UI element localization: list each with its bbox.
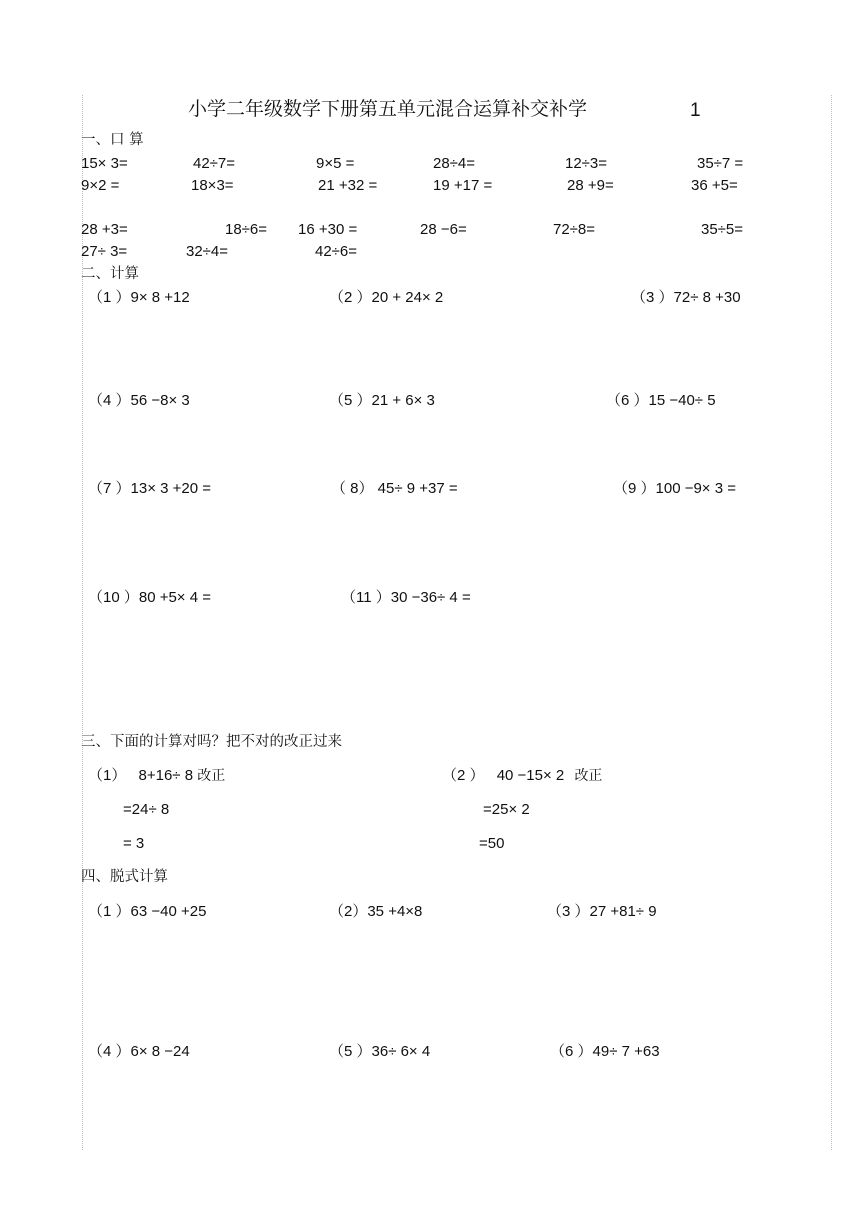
page-title: 小学二年级数学下册第五单元混合运算补交补学 bbox=[188, 98, 588, 120]
check-expression: 40 −15× 2 bbox=[496, 767, 565, 784]
oral-item: 28÷4= bbox=[433, 155, 476, 172]
check-expression: 8+16÷ 8 bbox=[138, 767, 194, 784]
stepwise-item: （5 ）36÷ 6× 4 bbox=[329, 1043, 431, 1060]
calc-item: （3 ）72÷ 8 +30 bbox=[631, 289, 741, 306]
section4-heading: 四、脱式计算 bbox=[81, 869, 168, 885]
section2-heading: 二、计算 bbox=[81, 266, 139, 282]
oral-item: 21 +32 = bbox=[318, 177, 378, 194]
section3-heading: 三、下面的计算对吗？把不对的改正过来 bbox=[81, 734, 342, 750]
oral-item: 42÷6= bbox=[315, 243, 358, 260]
check-step: =24÷ 8 bbox=[123, 801, 170, 818]
check-step: =25× 2 bbox=[483, 801, 530, 818]
oral-item: 72÷8= bbox=[553, 221, 596, 238]
stepwise-item: （6 ）49÷ 7 +63 bbox=[550, 1043, 660, 1060]
stepwise-item: （1 ）63 −40 +25 bbox=[88, 903, 207, 920]
calc-item: （10 ）80 +5× 4 = bbox=[88, 589, 212, 606]
calc-item: （ 8） 45÷ 9 +37 = bbox=[331, 480, 458, 497]
page-number: 1 bbox=[690, 100, 701, 121]
oral-item: 28 +3= bbox=[81, 221, 128, 238]
oral-item: 42÷7= bbox=[193, 155, 236, 172]
oral-item: 9×5 = bbox=[316, 155, 355, 172]
oral-item: 32÷4= bbox=[186, 243, 229, 260]
stepwise-item: （2）35 +4×8 bbox=[329, 903, 423, 920]
check-step: =50 bbox=[479, 835, 505, 852]
oral-item: 35÷7 = bbox=[697, 155, 744, 172]
oral-item: 19 +17 = bbox=[433, 177, 493, 194]
stepwise-item: （3 ）27 +81÷ 9 bbox=[547, 903, 657, 920]
oral-item: 35÷5= bbox=[701, 221, 744, 238]
calc-item: （1 ）9× 8 +12 bbox=[88, 289, 190, 306]
oral-item: 27÷ 3= bbox=[81, 243, 128, 260]
calc-item: （5 ）21 + 6× 3 bbox=[329, 392, 435, 409]
oral-item: 36 +5= bbox=[691, 177, 738, 194]
fix-label: 改正 bbox=[574, 768, 603, 784]
right-margin-line bbox=[831, 95, 832, 1150]
calc-item: （11 ）30 −36÷ 4 = bbox=[341, 589, 471, 606]
oral-item: 28 +9= bbox=[567, 177, 614, 194]
oral-item: 9×2 = bbox=[81, 177, 120, 194]
oral-item: 28 −6= bbox=[420, 221, 467, 238]
section1-heading: 一、口 算 bbox=[81, 132, 144, 148]
oral-item: 18×3= bbox=[191, 177, 234, 194]
stepwise-item: （4 ）6× 8 −24 bbox=[88, 1043, 190, 1060]
check-label: （2 ） bbox=[442, 767, 485, 784]
oral-item: 16 +30 = bbox=[298, 221, 358, 238]
check-item-1 bbox=[88, 767, 225, 785]
calc-item: （2 ）20 + 24× 2 bbox=[329, 289, 444, 306]
fix-label: 改正 bbox=[197, 768, 226, 784]
check-step: = 3 bbox=[123, 835, 145, 852]
oral-item: 18÷6= bbox=[225, 221, 268, 238]
oral-item: 12÷3= bbox=[565, 155, 608, 172]
check-label: （1） bbox=[88, 767, 127, 784]
calc-item: （4 ）56 −8× 3 bbox=[88, 392, 190, 409]
calc-item: （7 ）13× 3 +20 = bbox=[88, 480, 212, 497]
oral-item: 15× 3= bbox=[81, 155, 128, 172]
check-item-2 bbox=[442, 767, 602, 785]
calc-item: （6 ）15 −40÷ 5 bbox=[606, 392, 716, 409]
calc-item: （9 ）100 −9× 3 = bbox=[613, 480, 737, 497]
